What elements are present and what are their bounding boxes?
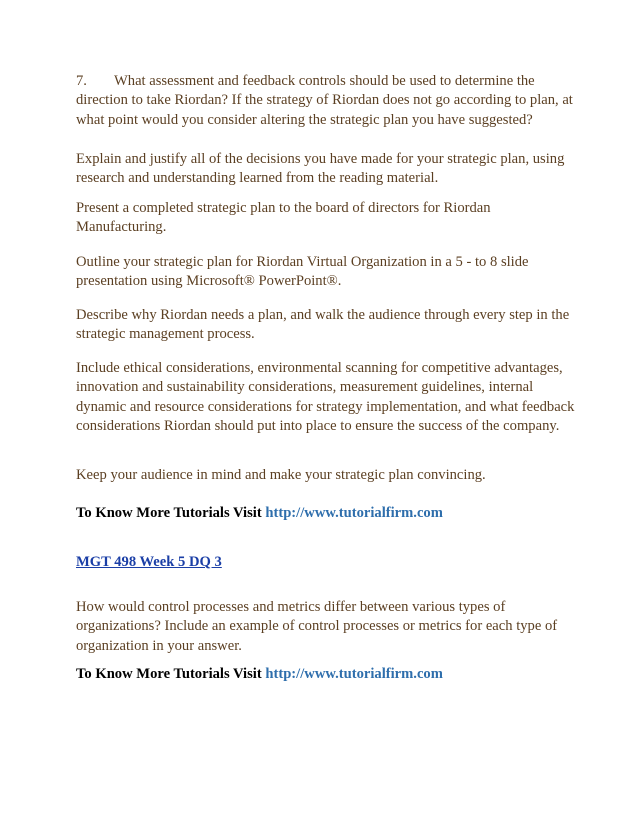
paragraph-justify: Explain and justify all of the decisions you have made for your strategic plan, using research and understanding learned from the reading material. xyxy=(76,151,565,187)
cta-label: To Know More Tutorials Visit xyxy=(76,666,262,682)
cta-link[interactable]: http://www.tutorialfirm.com xyxy=(265,666,443,682)
paragraph-include: Include ethical considerations, environmental scanning for competitive advantages, innovation and sustainability considerations, measurement guidelines, internal dynamic and resource considerations for strategy implementation, and what feedback considerations Riordan should put into place to ensure the success of the company. xyxy=(76,360,575,434)
section-heading-link[interactable]: MGT 498 Week 5 DQ 3 xyxy=(76,554,222,570)
cta-link[interactable]: http://www.tutorialfirm.com xyxy=(265,505,443,521)
paragraph-outline: Outline your strategic plan for Riordan Virtual Organization in a 5 - to 8 slide presentation using Microsoft® PowerPoint®. xyxy=(76,254,529,290)
question-7 xyxy=(76,72,576,130)
paragraph-audience: Keep your audience in mind and make your strategic plan convincing. xyxy=(76,467,486,483)
paragraph-present: Present a completed strategic plan to the board of directors for Riordan Manufacturing. xyxy=(76,200,491,236)
question-number: 7. xyxy=(76,73,87,89)
section-heading xyxy=(76,553,576,572)
discussion-question: How would control processes and metrics differ between various types of organizations? Include an example of control processes or metrics for each type of organization in your answer. xyxy=(76,599,558,654)
paragraph-describe: Describe why Riordan needs a plan, and walk the audience through every step in the strategic management process. xyxy=(76,307,570,343)
cta-label: To Know More Tutorials Visit xyxy=(76,505,262,521)
question-7-text: What assessment and feedback controls should be used to determine the direction to take Riordan? If the strategy of Riordan does not go according to plan, at what point would you consider altering the strategic plan you have suggested? xyxy=(76,73,573,128)
cta-line-1 xyxy=(76,504,576,523)
cta-line-2 xyxy=(76,665,576,684)
